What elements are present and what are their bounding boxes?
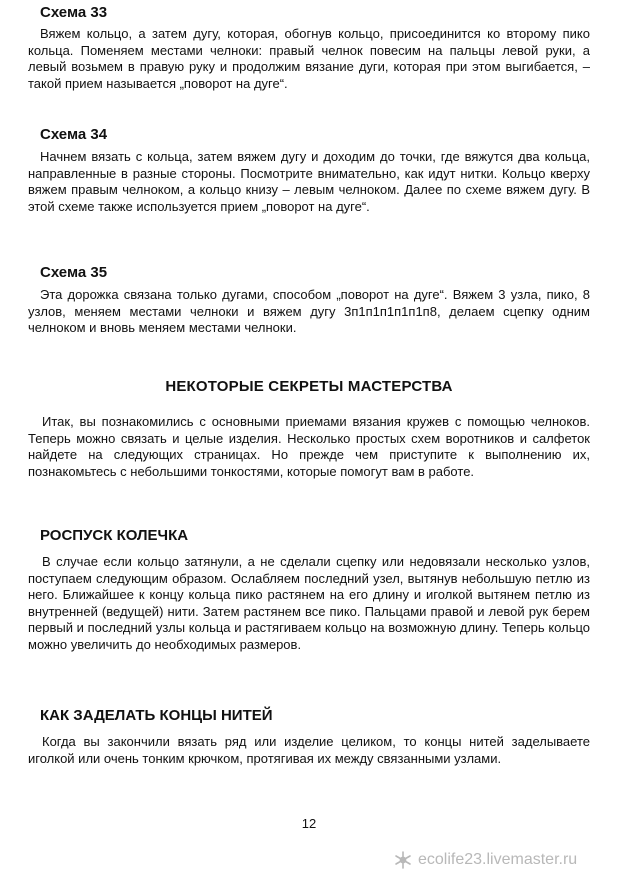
secrets-text: Итак, вы познакомились с основными приемами вязания кружев с помощью челноков. Теперь можно связать и целые изделия. Несколько простых схем воротников и салфеток найдете на следующих страницах. Но прежде чем приступите к выполнению их, познакомьтесь с небольшими тонкостями, которые помогут вам в работе. [28,414,590,479]
thread-ends-text: Когда вы закончили вязать ряд или изделие целиком, то концы нитей заделываете иголкой или очень тонким крючком, протягивая их между связанными узлами. [28,734,590,766]
watermark-text: ecolife23.livemaster.ru [418,851,578,868]
secrets-heading: НЕКОТОРЫЕ СЕКРЕТЫ МАСТЕРСТВА [165,378,453,395]
ring-unravel-text: В случае если кольцо затянули, а не сделали сцепку или недовязали несколько узлов, поступаем следующим образом. Ослабляем последний узел, вытянув небольшую петлю из него. Ближайшее к концу кольца пико растянем на его длину и иголкой вытянем петлю из внутренней (ведущей) нити. Затем растянем все пико. Пальцами правой и левой рук берем первый и последний узлы кольца и растягиваем кольцо на возможную длину. Теперь кольцо можно увеличить до необходимых размеров. [28,554,590,652]
schema-34-title: Схема 34 [40,126,108,143]
snowflake-icon [394,851,412,869]
schema-33-title: Схема 33 [40,4,108,21]
schema-35-text: Эта дорожка связана только дугами, способом „поворот на дуге“. Вяжем 3 узла, пико, 8 узлов, меняем местами челноки и вяжем дугу 3п1п1п1п1п1п8, делаем сцепку одним челноком и вновь меняем местами челноки. [28,287,590,335]
schema-35-title: Схема 35 [40,264,108,281]
schema-33-text: Вяжем кольцо, а затем дугу, которая, обогнув кольцо, присоединится ко второму пико кольца. Поменяем местами челноки: правый челнок повесим на пальцы левой руки, а левый возьмем в правую руку и продолжим вязание дуги, которая при этом выгибается, – такой прием называется „поворот на дуге“. [28,26,590,91]
ring-unravel-title: РОСПУСК КОЛЕЧКА [40,527,189,544]
page-number: 12 [301,816,317,831]
schema-34-text: Начнем вязать с кольца, затем вяжем дугу и доходим до точки, где вяжутся два кольца, направленные в разные стороны. Посмотрите внимательно, как идут нитки. Кольцо кверху вяжем правым челноком, а кольцо книзу – левым челноком. Далее по схеме вяжем дугу. В этой схеме также используется прием „поворот на дуге“. [28,149,590,214]
watermark [394,851,577,869]
thread-ends-title: КАК ЗАДЕЛАТЬ КОНЦЫ НИТЕЙ [40,707,273,724]
